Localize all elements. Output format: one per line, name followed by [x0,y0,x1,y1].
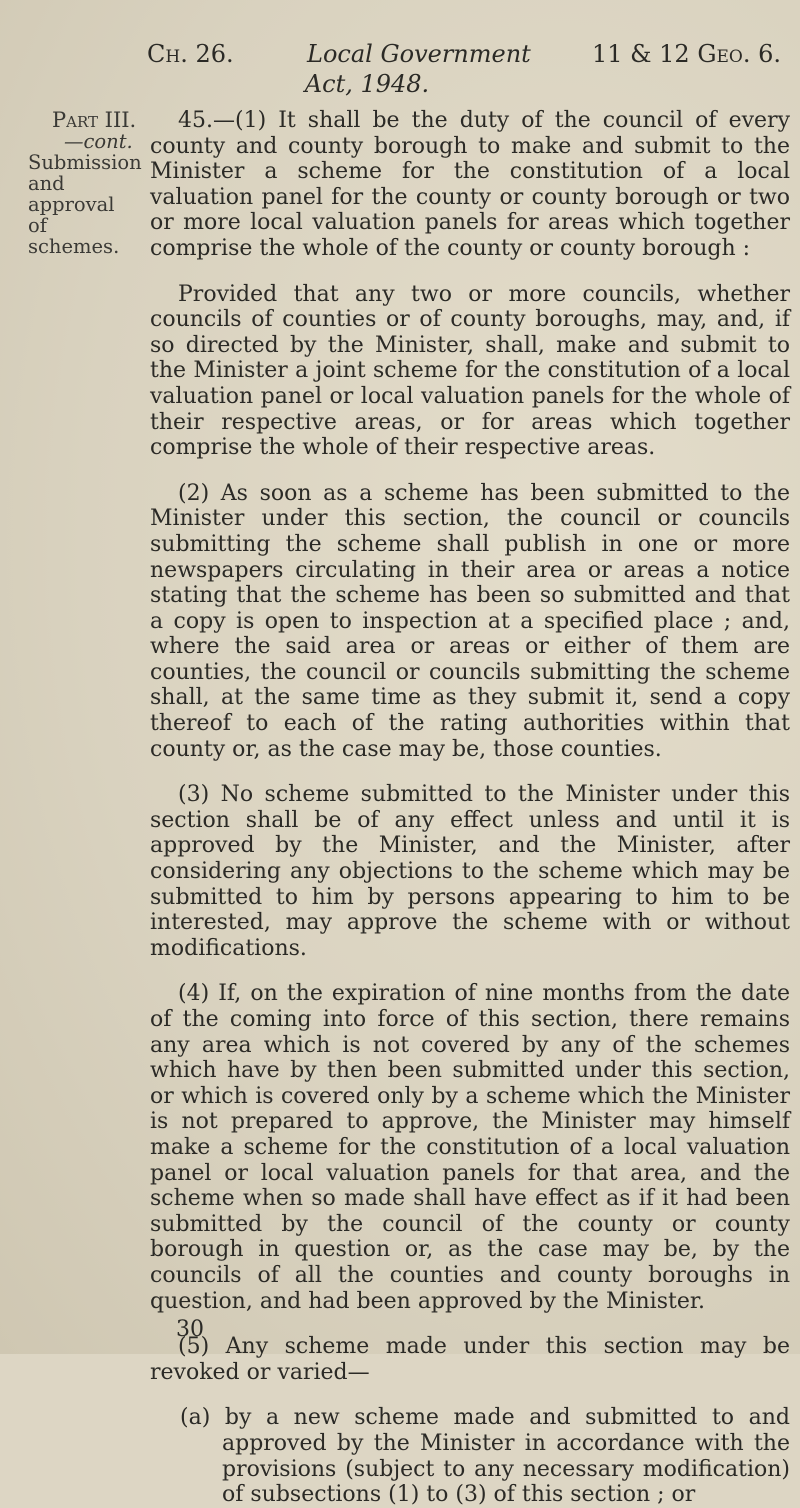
subsection-4: (4) If, on the expiration of nine months from the date of the coming into force of this section, there remains any area which is not covered by any of the schemes which have by then been submitted under this section, or which is covered only by a scheme which the Minister is not prepared to approve, the Minister may himself make a scheme for the constitution of a local valuation panel or local valuation panels for that area, and the scheme when so made shall have effect as if it had been submitted by the council of the county or county borough in question or, as the case may be, by the councils of all the counties and county boroughs in question, and had been approved by the Minister. [150,981,790,1314]
subsection-1: 45.—(1) It shall be the duty of the council of every county and county borough to make and submit to the Minister a scheme for the constitution of a local valuation panel for the county or county borough or two or more local valuation panels for areas which together comprise the whole of the county or county borough : [150,108,790,261]
chapter-number: Ch. 26. [147,40,234,68]
margin-note-line: Submission [28,151,142,174]
margin-part: Part III. [52,108,137,132]
subsection-2: (2) As soon as a scheme has been submitted to the Minister under this section, the council or councils submitting the scheme shall publish in one or more newspapers circulating in their area or areas a notice stating that the scheme has been so submitted and that a copy is open to inspection at a specified place ; and, where the said area or areas or either of them are counties, the council or councils submitting the scheme shall, at the same time as they submit it, send a copy thereof to each of the rating authorities within that county or, as the case may be, those counties. [150,480,790,762]
page-number: 30 [176,1317,204,1342]
act-title: Local Government [307,40,531,68]
act-year: Act, 1948. [304,70,430,98]
margin-note [0,110,140,257]
subsection-3: (3) No scheme submitted to the Minister under this section shall be of any effect unless and until it is approved by the Minister, and the Minister, after considering any objections to the scheme which may be submitted to him by persons appearing to him to be interested, may approve the scheme with or without modifications. [150,782,790,961]
margin-note-line: and approval [28,172,115,216]
running-header [147,40,797,110]
proviso: Provided that any two or more councils, whether councils of counties or of county boroughs, may, and, if so directed by the Minister, shall, make and submit to the Minister a joint scheme for the constitution of a local valuation panel or local valuation panels for the whole of their respective areas, or for areas which together comprise the whole of their respective areas. [150,281,790,461]
margin-note-line: of schemes. [28,214,120,258]
regnal-year: 11 & 12 Geo. 6. [592,40,782,68]
section-body [150,108,790,1508]
subsection-5: (5) Any scheme made under this section may be revoked or varied— [150,1334,790,1385]
margin-cont: —cont. [64,130,133,153]
paragraph-a: (a) by a new scheme made and submitted to and approved by the Minister in accordance with the provisions (subject to any necessary modification) of subsections (1) to (3) of this section ; or [180,1405,790,1508]
